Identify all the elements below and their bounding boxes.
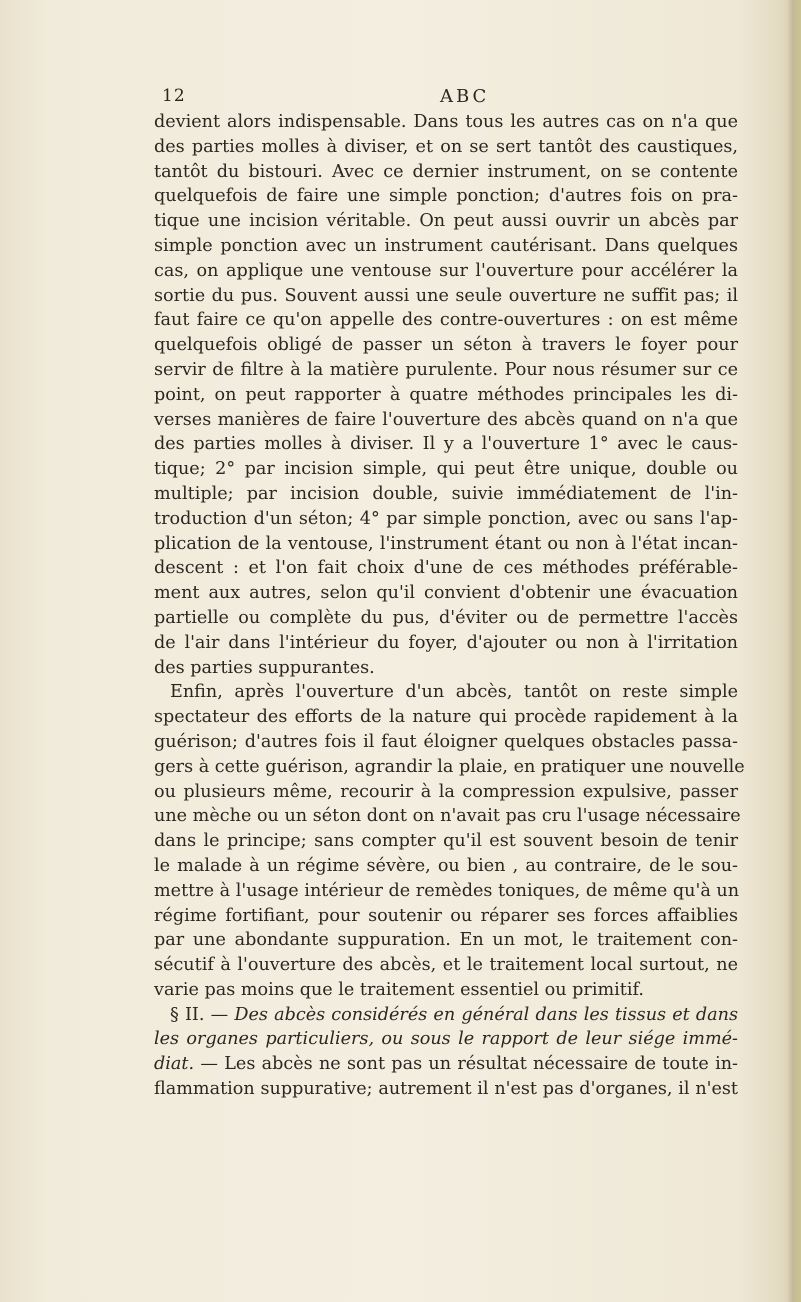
text-line: sécutif à l'ouverture des abcès, et le traitement local surtout, ne (154, 955, 738, 976)
text-line: verses manières de faire l'ouverture des abcès quand on n'a que (154, 409, 738, 430)
text-line: flammation suppurative; autrement il n'est pas d'organes, il n'est (154, 1079, 738, 1100)
text-line: quelquefois de faire une simple ponction; d'autres fois on pra- (154, 186, 738, 207)
text-line: mettre à l'usage intérieur de remèdes toniques, de même qu'à un (154, 880, 740, 901)
section-heading-line (154, 1003, 738, 1028)
text-line: régime fortifiant, pour soutenir ou réparer ses forces affaiblies (154, 905, 738, 926)
text-line: ou plusieurs même, recourir à la compression expulsive, passer (154, 781, 738, 802)
text-line: point, on peut rapporter à quatre méthodes principales les di- (154, 384, 738, 405)
text-line: plication de la ventouse, l'instrument étant ou non à l'état incan- (154, 533, 738, 554)
text-line: multiple; par incision double, suivie immédiatement de l'in- (154, 483, 738, 504)
text-line: varie pas moins que le traitement essentiel ou primitif. (154, 979, 644, 1000)
page-header (0, 86, 801, 110)
text-line: de l'air dans l'intérieur du foyer, d'ajouter ou non à l'irritation (154, 632, 738, 653)
text-line: ment aux autres, selon qu'il convient d'obtenir une évacuation (154, 583, 738, 604)
text-line: descent : et l'on fait choix d'une de ces méthodes préférable- (154, 558, 738, 579)
text-line: devient alors indispensable. Dans tous les autres cas on n'a que (154, 112, 738, 132)
text-line: le malade à un régime sévère, ou bien , au contraire, de le sou- (154, 855, 738, 876)
text-line: Enfin, après l'ouverture d'un abcès, tantôt on reste simple (170, 682, 738, 703)
text-line: gers à cette guérison, agrandir la plaie, en pratiquer une nouvelle (154, 756, 745, 777)
paragraph-1 (154, 110, 738, 680)
text-line: tantôt du bistouri. Avec ce dernier instrument, on se contente (154, 161, 738, 182)
text-line: simple ponction avec un instrument cautérisant. Dans quelques (154, 235, 738, 256)
page-edge-shadow (787, 0, 801, 1302)
section-title: diat. (154, 1054, 195, 1075)
text-line: servir de filtre à la matière purulente. Pour nous résumer sur ce (154, 359, 738, 380)
text-line: sortie du pus. Souvent aussi une seule ouverture ne suffit pas; il (154, 285, 738, 306)
text-line: spectateur des efforts de la nature qui procède rapidement à la (154, 707, 738, 728)
section-heading-paragraph (154, 1003, 738, 1102)
text-line: faut faire ce qu'on appelle des contre-ouvertures : on est même (154, 310, 738, 331)
text-line: partielle ou complète du pus, d'éviter ou de permettre l'accès (154, 607, 738, 628)
section-heading-line (154, 1052, 738, 1077)
section-title: Des abcès considérés en général dans les tissus et dans (234, 1004, 738, 1025)
body-text (154, 110, 745, 1102)
section-text: — Les abcès ne sont pas un résultat nécessaire de toute in- (194, 1054, 738, 1075)
text-line: troduction d'un séton; 4° par simple ponction, avec ou sans l'ap- (154, 508, 738, 529)
section-number: § II. — (170, 1004, 235, 1025)
text-line: par une abondante suppuration. En un mot, le traitement con- (154, 930, 738, 951)
text-line: des parties suppurantes. (154, 657, 375, 678)
section-title: les organes particuliers, ou sous le rapport de leur siége immé- (154, 1029, 738, 1050)
text-line: tique; 2° par incision simple, qui peut être unique, double ou (154, 459, 738, 480)
text-line: guérison; d'autres fois il faut éloigner quelques obstacles passa- (154, 731, 738, 752)
section-heading-line (154, 1027, 738, 1052)
text-line: dans le principe; sans compter qu'il est souvent besoin de tenir (154, 831, 738, 852)
running-head: ABC (440, 86, 490, 107)
text-line: cas, on applique une ventouse sur l'ouverture pour accélérer la (154, 260, 738, 281)
text-line: tique une incision véritable. On peut aussi ouvrir un abcès par (154, 211, 738, 232)
text-line: une mèche ou un séton dont on n'avait pas cru l'usage nécessaire (154, 806, 741, 827)
paragraph-2 (154, 680, 745, 1002)
page-number: 12 (162, 86, 186, 106)
text-line: des parties molles à diviser. Il y a l'ouverture 1° avec le caus- (154, 434, 738, 455)
text-line: quelquefois obligé de passer un séton à travers le foyer pour (154, 335, 738, 356)
text-line: des parties molles à diviser, et on se sert tantôt des caustiques, (154, 136, 738, 157)
